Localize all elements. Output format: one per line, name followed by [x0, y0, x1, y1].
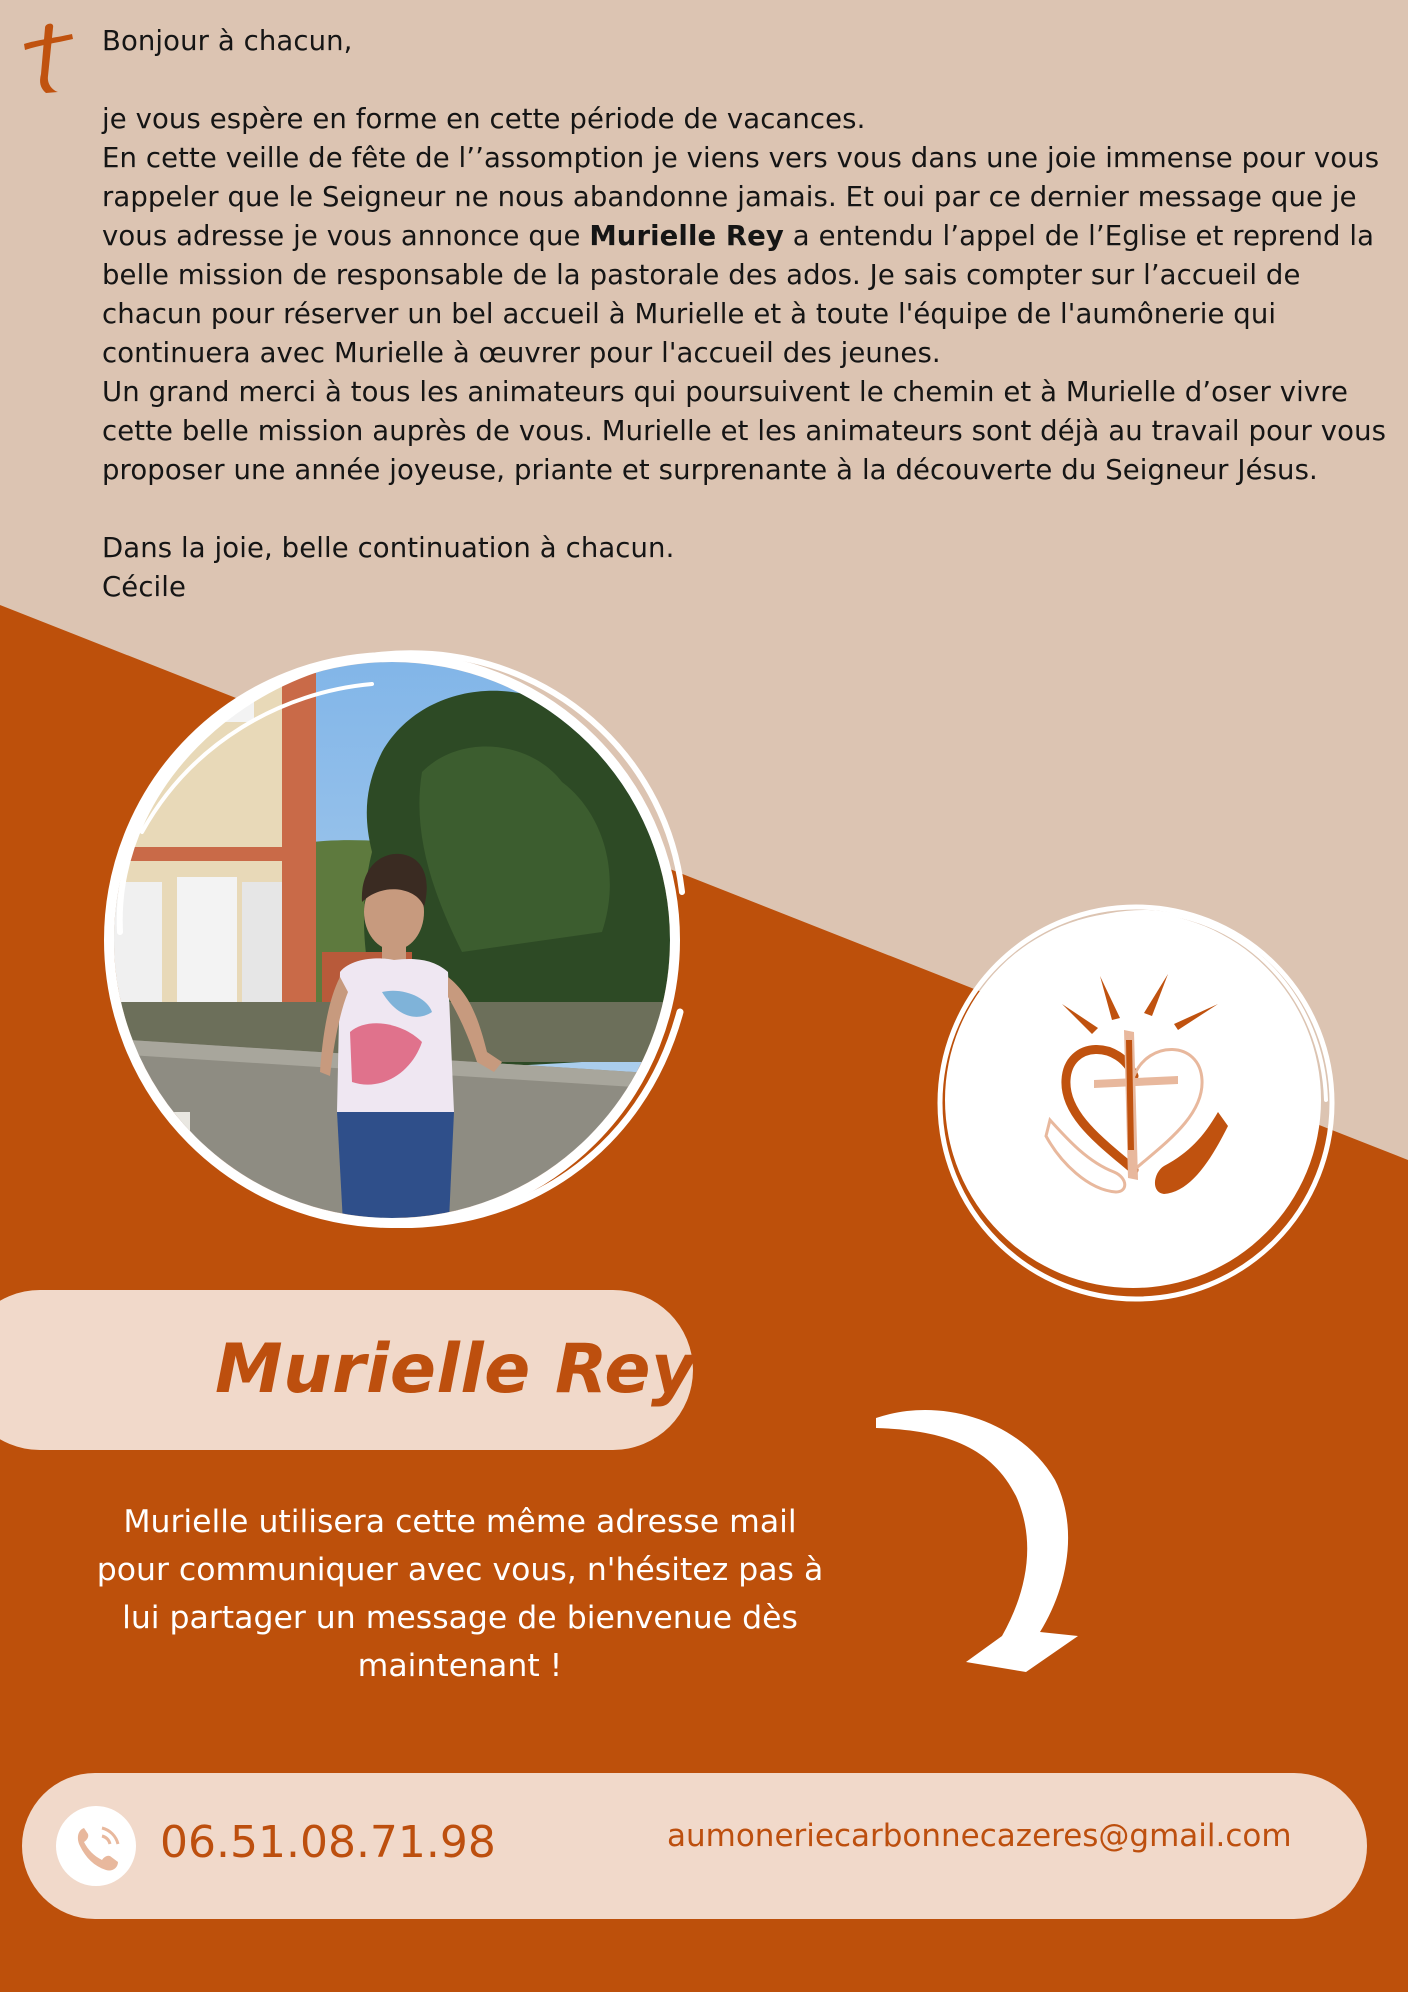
phone-number[interactable]: 06.51.08.71.98: [160, 1817, 496, 1868]
phone-icon: [56, 1806, 136, 1886]
letter-highlight-name: Murielle Rey: [589, 220, 784, 252]
letter-signature: Cécile: [102, 571, 187, 603]
email-address[interactable]: aumoneriecarbonnecazeres@gmail.com: [667, 1818, 1292, 1854]
name-title: Murielle Rey: [215, 1330, 696, 1409]
curved-arrow-down-icon: [870, 1400, 1090, 1680]
announcement-message: Murielle utilisera cette même adresse mail pour communiquer avec vous, n'hésitez pas à lui partager un message de bienvenue dès maintenant !: [96, 1504, 824, 1684]
letter-greeting: Bonjour à chacun,: [102, 25, 353, 57]
letter-paragraph-1: je vous espère en forme en cette période de vacances.: [102, 103, 866, 135]
letter-paragraph-2-start: En cette veille de fête de l’’assomption je viens vers vous dans une joie immense pour vous rappeler que le Seigneur ne nous abandonne jamais. Et oui par ce dernier message que je vous adresse je vous annonce que: [102, 142, 1380, 252]
letter-closing: Dans la joie, belle continuation à chacun.: [102, 532, 675, 564]
letter-paragraph-2-end: a entendu l’appel de l’Eglise et reprend la belle mission de responsable de la pastorale des ados. Je sais compter sur l’accueil de chacun pour réserver un bel accueil à Murielle et à toute l'équipe de l'aumônerie qui continuera avec Murielle à œuvrer pour l'accueil des jeunes.: [102, 220, 1375, 369]
portrait-photo: [82, 632, 712, 1242]
letter-paragraph-2: [102, 139, 1392, 373]
heart-cross-hands-icon: [928, 900, 1338, 1305]
cross-icon: [18, 20, 76, 94]
letter-body: [102, 22, 1392, 607]
letter-paragraph-3: Un grand merci à tous les animateurs qui poursuivent le chemin et à Murielle d’oser vivre cette belle mission auprès de vous. Murielle et les animateurs sont déjà au travail pour vous proposer une année joyeuse, priante et surprenante à la découverte du Seigneur Jésus.: [102, 376, 1387, 486]
